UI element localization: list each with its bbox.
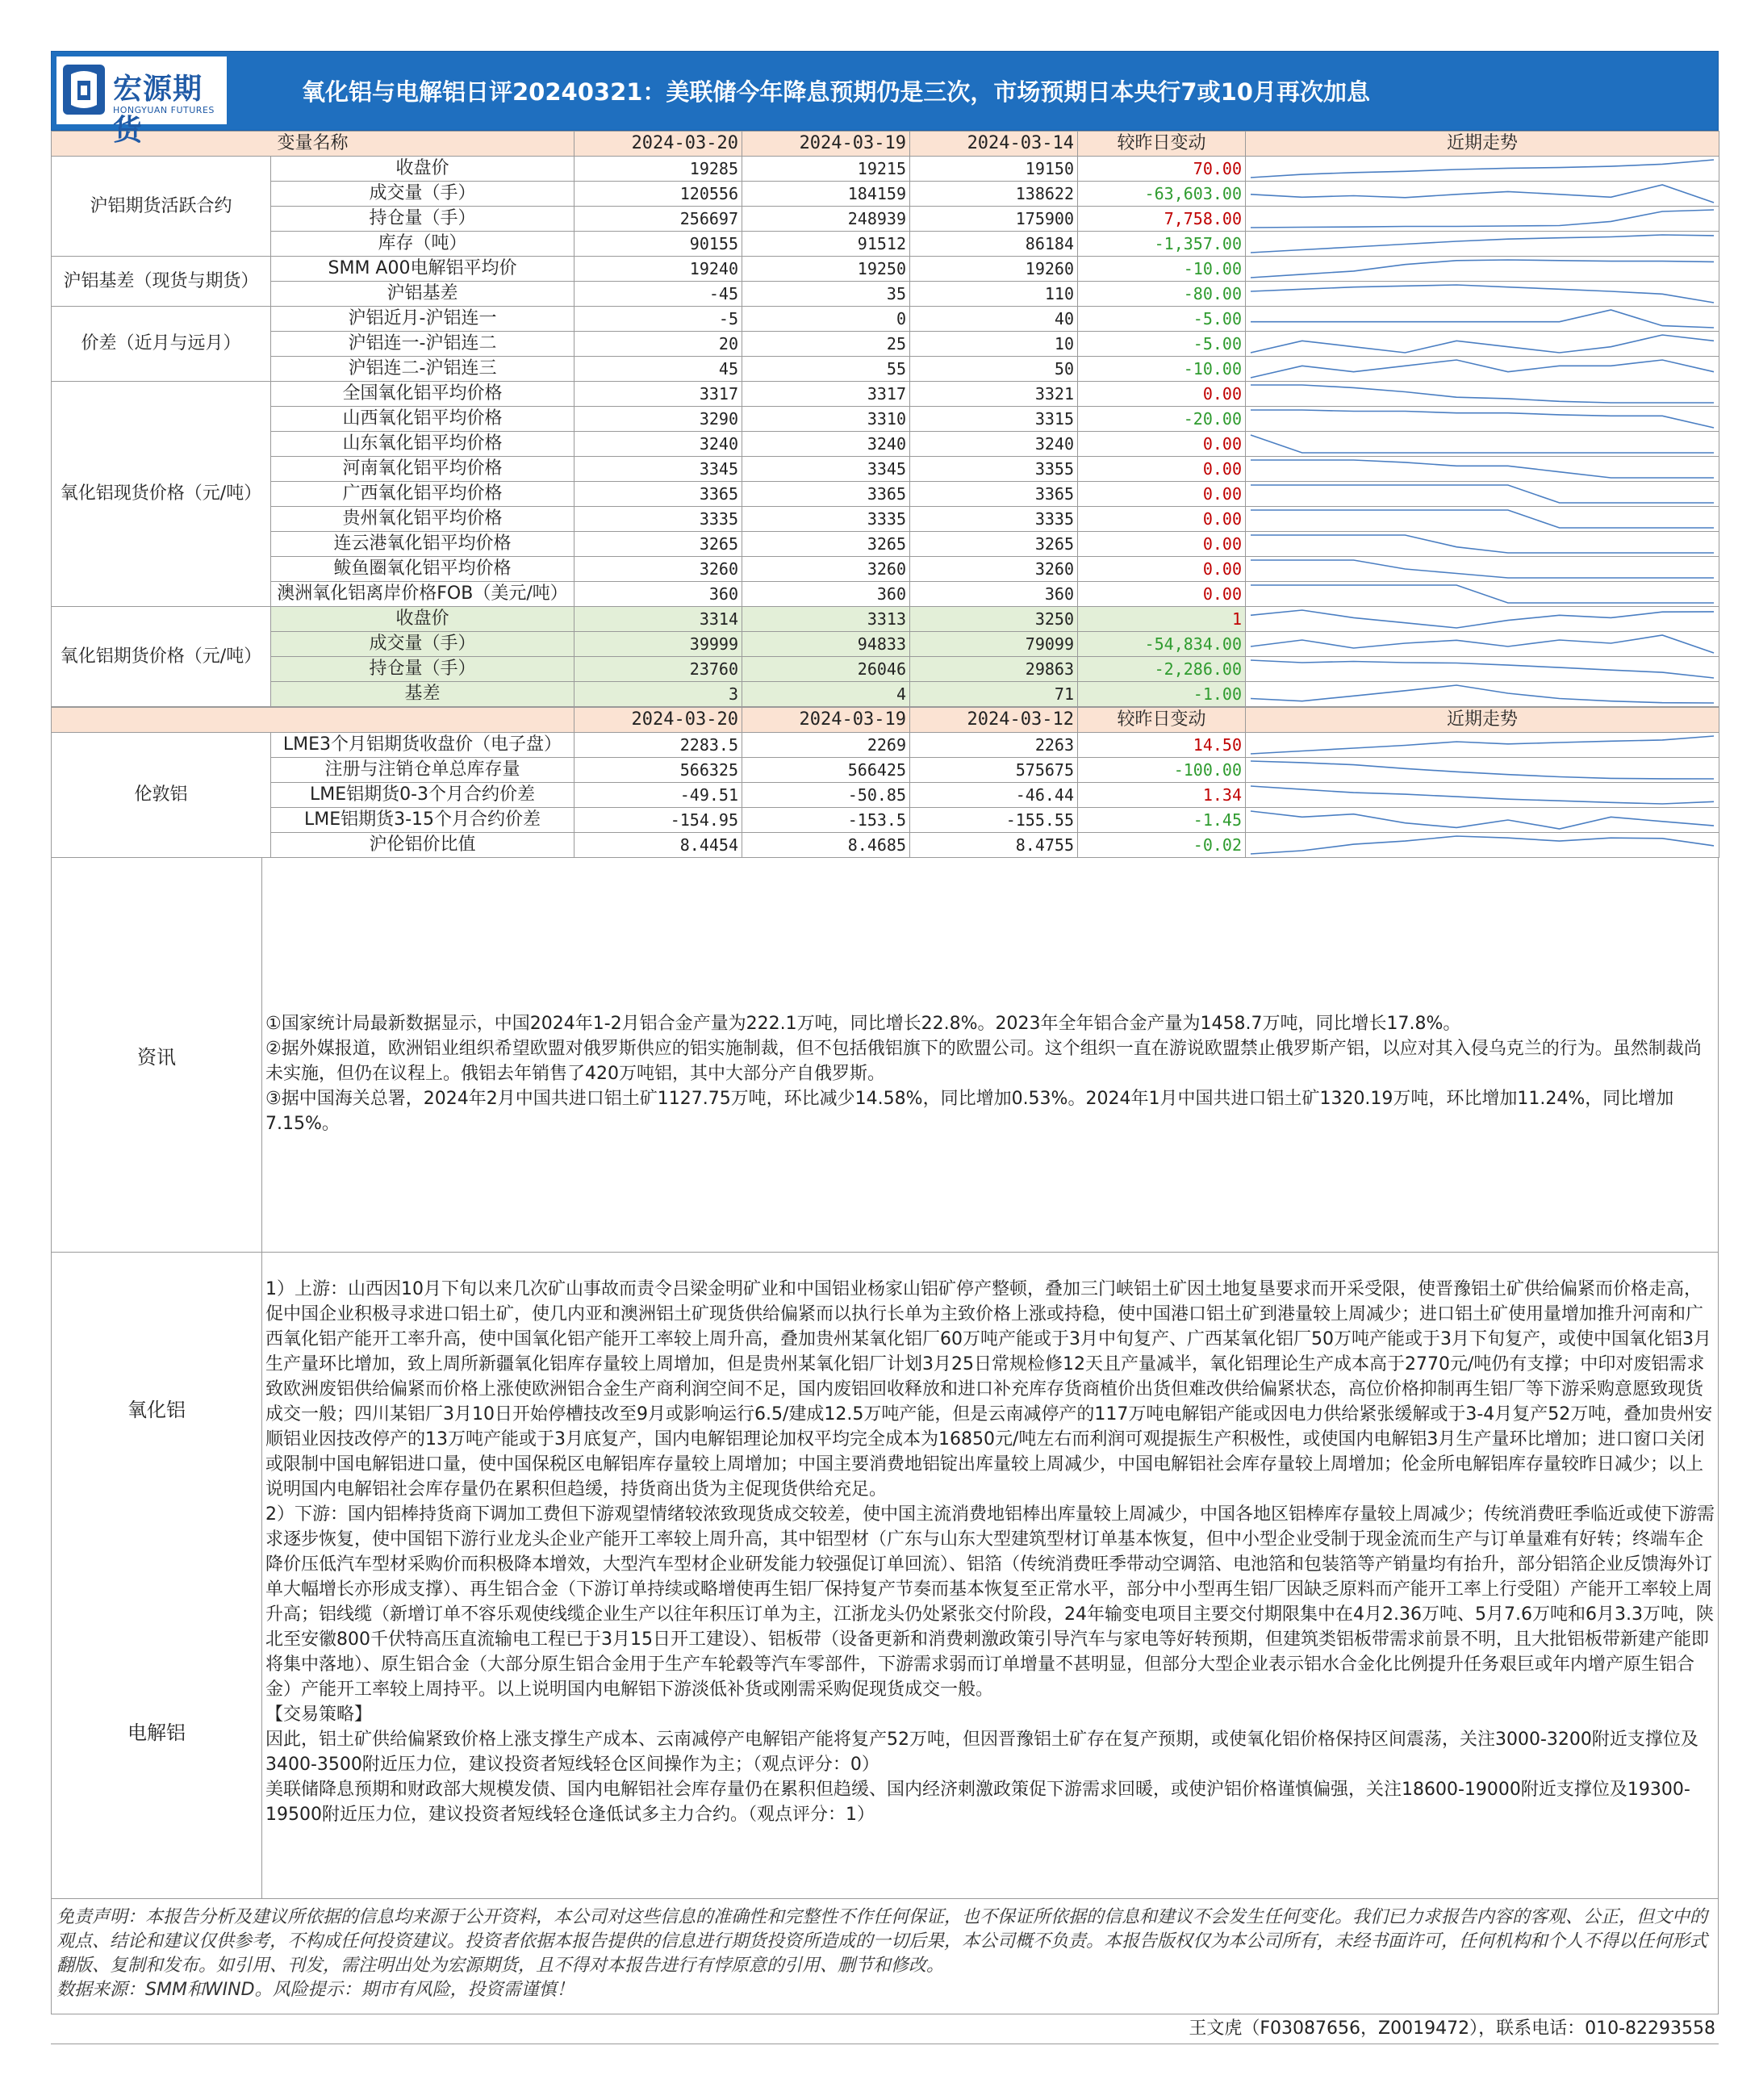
- variable-name: 注册与注销仓单总库存量: [271, 758, 574, 783]
- value-cell: 360: [910, 582, 1078, 607]
- value-cell: 3260: [742, 557, 910, 582]
- sparkline-chart: [1246, 482, 1719, 506]
- variable-name: 基差: [271, 682, 574, 707]
- sparkline-trend-line: [1251, 535, 1714, 553]
- sparkline-trend-line: [1251, 260, 1714, 278]
- sparkline-trend-line: [1251, 610, 1714, 628]
- table-row: [52, 532, 1719, 557]
- sparkline-trend-line: [1251, 585, 1714, 603]
- table-row: [52, 657, 1719, 682]
- trend-cell: [1246, 808, 1719, 833]
- disclaimer-text: 免责声明：本报告分析及建议所依据的信息均来源于公开资料，本公司对这些信息的准确性和完整性不作任何保证，也不保证所依据的信息和建议不会发生任何变化。我们已力求报告内容的客观、公正，但文中的观点、结论和建议仅供参考，不构成任何投资建议。投资者依据本报告提供的信息进行期货投资所造成的一切后果，本公司概不负责。本报告版权仅为本公司所有，未经书面许可，任何机构和个人不得以任何形式翻版、复制和发布。如引用、刊发，需注明出处为宏源期货，且不得对本报告进行有悖原意的引用、删节和修改。: [56, 1907, 1708, 1976]
- news-section: [51, 858, 1719, 1253]
- value-cell: 360: [742, 582, 910, 607]
- variable-name: 成交量（手）: [271, 632, 574, 657]
- trend-cell: [1246, 582, 1719, 607]
- analysis-body: [262, 1253, 1718, 1898]
- table-row: [52, 407, 1719, 432]
- value-cell: 3345: [574, 457, 742, 482]
- variable-name: 贵州氧化铝平均价格: [271, 507, 574, 532]
- sparkline-chart: [1246, 457, 1719, 481]
- variable-name: 成交量（手）: [271, 182, 574, 207]
- variable-name: 沪铝基差: [271, 282, 574, 307]
- table-header-row: [52, 132, 1719, 157]
- sparkline-chart: [1246, 157, 1719, 181]
- sparkline-chart: [1246, 582, 1719, 606]
- logo-mark-icon: [63, 65, 105, 115]
- trend-cell: [1246, 357, 1719, 382]
- change-cell: 0.00: [1078, 532, 1246, 557]
- sparkline-chart: [1246, 182, 1719, 206]
- market-data-table: [51, 131, 1719, 707]
- sparkline-trend-line: [1251, 210, 1714, 228]
- change-cell: -10.00: [1078, 257, 1246, 282]
- value-cell: -153.5: [742, 808, 910, 833]
- value-cell: 3335: [910, 507, 1078, 532]
- trend-cell: [1246, 733, 1719, 758]
- variable-name: 山东氧化铝平均价格: [271, 432, 574, 457]
- value-cell: 3335: [574, 507, 742, 532]
- table-row: [52, 783, 1719, 808]
- table-row: [52, 232, 1719, 257]
- sparkline-trend-line: [1251, 360, 1714, 378]
- header-date: 2024-03-19: [742, 132, 910, 157]
- group-label: 沪铝基差（现货与期货）: [52, 257, 271, 307]
- value-cell: 19240: [574, 257, 742, 282]
- value-cell: 39999: [574, 632, 742, 657]
- variable-name: 持仓量（手）: [271, 207, 574, 232]
- trend-cell: [1246, 182, 1719, 207]
- trend-cell: [1246, 457, 1719, 482]
- value-cell: 3310: [742, 407, 910, 432]
- table-row: [52, 758, 1719, 783]
- sparkline-chart: [1246, 657, 1719, 681]
- value-cell: 3: [574, 682, 742, 707]
- sparkline-chart: [1246, 257, 1719, 281]
- change-cell: 0.00: [1078, 432, 1246, 457]
- sparkline-chart: [1246, 833, 1719, 857]
- trend-cell: [1246, 407, 1719, 432]
- data-source: 数据来源：SMM和WIND。风险提示：期市有风险，投资需谨慎！: [56, 1980, 574, 2000]
- sparkline-chart: [1246, 682, 1719, 706]
- analyst-contact: 王文虎（F03087656，Z0019472），联系电话：010-82293558: [51, 2014, 1719, 2044]
- variable-name: 库存（吨）: [271, 232, 574, 257]
- report-page: [51, 51, 1719, 2044]
- table-row: [52, 607, 1719, 632]
- variable-name: 山西氧化铝平均价格: [271, 407, 574, 432]
- trend-cell: [1246, 607, 1719, 632]
- value-cell: 4: [742, 682, 910, 707]
- lme-data-table: [51, 707, 1719, 858]
- company-logo: [56, 56, 227, 147]
- strategy-heading: 【交易策略】: [265, 1705, 373, 1725]
- value-cell: 3260: [574, 557, 742, 582]
- analysis-section: [51, 1253, 1719, 1899]
- variable-name: 鲅鱼圈氧化铝平均价格: [271, 557, 574, 582]
- header-variable-name: 变量名称: [52, 132, 574, 157]
- value-cell: 19285: [574, 157, 742, 182]
- header-date: 2024-03-20: [574, 708, 742, 733]
- table-row: [52, 307, 1719, 332]
- trend-cell: [1246, 532, 1719, 557]
- variable-name: 沪铝连二-沪铝连三: [271, 357, 574, 382]
- value-cell: 8.4685: [742, 833, 910, 858]
- sparkline-chart: [1246, 232, 1719, 256]
- header-date: 2024-03-12: [910, 708, 1078, 733]
- value-cell: 26046: [742, 657, 910, 682]
- sparkline-trend-line: [1251, 736, 1714, 754]
- trend-cell: [1246, 557, 1719, 582]
- table-row: [52, 557, 1719, 582]
- variable-name: LME3个月铝期货收盘价（电子盘）: [271, 733, 574, 758]
- value-cell: 3355: [910, 457, 1078, 482]
- value-cell: -155.55: [910, 808, 1078, 833]
- variable-name: 连云港氧化铝平均价格: [271, 532, 574, 557]
- variable-name: 沪铝近月-沪铝连一: [271, 307, 574, 332]
- sparkline-chart: [1246, 532, 1719, 556]
- value-cell: 79099: [910, 632, 1078, 657]
- table-row: [52, 282, 1719, 307]
- change-cell: 7,758.00: [1078, 207, 1246, 232]
- header-change: 较昨日变动: [1078, 708, 1246, 733]
- aluminum-strategy: 美联储降息预期和财政部大规模发债、国内电解铝社会库存量仍在累积但趋缓、国内经济刺激政策促下游需求回暖，或使沪铝价格谨慎偏强，关注18600-19000附近支撑位及19300-19500附近压力位，建议投资者短线轻仓逢低试多主力合约。（观点评分：1）: [265, 1780, 1690, 1825]
- value-cell: -45: [574, 282, 742, 307]
- sparkline-trend-line: [1251, 660, 1714, 678]
- table-row: [52, 207, 1719, 232]
- change-cell: 0.00: [1078, 482, 1246, 507]
- value-cell: 175900: [910, 207, 1078, 232]
- table-row: [52, 632, 1719, 657]
- value-cell: 45: [574, 357, 742, 382]
- trend-cell: [1246, 207, 1719, 232]
- value-cell: -50.85: [742, 783, 910, 808]
- disclaimer: [51, 1899, 1719, 2014]
- sparkline-trend-line: [1251, 310, 1714, 328]
- value-cell: 94833: [742, 632, 910, 657]
- logo-text: 宏源期货: [113, 73, 203, 147]
- variable-name: 持仓量（手）: [271, 657, 574, 682]
- table-row: [52, 157, 1719, 182]
- trend-cell: [1246, 432, 1719, 457]
- value-cell: 40: [910, 307, 1078, 332]
- value-cell: 20: [574, 332, 742, 357]
- table-row: [52, 332, 1719, 357]
- value-cell: 3365: [742, 482, 910, 507]
- sparkline-chart: [1246, 557, 1719, 581]
- table-row: [52, 733, 1719, 758]
- group-label: 氧化铝期货价格（元/吨）: [52, 607, 271, 707]
- change-cell: -10.00: [1078, 357, 1246, 382]
- value-cell: 3365: [910, 482, 1078, 507]
- value-cell: 566425: [742, 758, 910, 783]
- value-cell: 120556: [574, 182, 742, 207]
- sparkline-trend-line: [1251, 435, 1714, 453]
- change-cell: -1.45: [1078, 808, 1246, 833]
- sparkline-chart: [1246, 607, 1719, 631]
- variable-name: SMM A00电解铝平均价: [271, 257, 574, 282]
- value-cell: -46.44: [910, 783, 1078, 808]
- change-cell: 0.00: [1078, 382, 1246, 407]
- report-title: 氧化铝与电解铝日评20240321：美联储今年降息预期仍是三次，市场预期日本央行7或10月再次加息: [302, 78, 1370, 106]
- value-cell: 0: [742, 307, 910, 332]
- sparkline-chart: [1246, 507, 1719, 531]
- sparkline-trend-line: [1251, 335, 1714, 353]
- table-row: [52, 457, 1719, 482]
- sparkline-chart: [1246, 733, 1719, 757]
- header-trend: 近期走势: [1246, 708, 1719, 733]
- table-row: [52, 357, 1719, 382]
- alumina-strategy: 因此，铝土矿供给偏紧致价格上涨支撑生产成本、云南减停产电解铝产能将复产52万吨，但因晋豫铝土矿存在复产预期，或使氧化铝价格保持区间震荡，关注3000-3200附近支撑位及3400-3500附近压力位，建议投资者短线轻仓区间操作为主；（观点评分：0）: [265, 1730, 1698, 1775]
- sparkline-chart: [1246, 407, 1719, 431]
- sparkline-trend-line: [1251, 811, 1714, 829]
- variable-name: 澳洲氧化铝离岸价格FOB（美元/吨）: [271, 582, 574, 607]
- value-cell: 566325: [574, 758, 742, 783]
- trend-cell: [1246, 783, 1719, 808]
- variable-name: 沪铝连一-沪铝连二: [271, 332, 574, 357]
- change-cell: -1,357.00: [1078, 232, 1246, 257]
- sparkline-chart: [1246, 357, 1719, 381]
- table-row: [52, 833, 1719, 858]
- value-cell: 3260: [910, 557, 1078, 582]
- value-cell: 3365: [574, 482, 742, 507]
- analysis-labels: [52, 1253, 262, 1898]
- trend-cell: [1246, 657, 1719, 682]
- change-cell: 0.00: [1078, 457, 1246, 482]
- sparkline-trend-line: [1251, 635, 1714, 653]
- trend-cell: [1246, 232, 1719, 257]
- value-cell: 23760: [574, 657, 742, 682]
- sparkline-trend-line: [1251, 761, 1714, 779]
- sparkline-chart: [1246, 332, 1719, 356]
- value-cell: 3321: [910, 382, 1078, 407]
- variable-name: LME铝期货0-3个月合约价差: [271, 783, 574, 808]
- table-row: [52, 482, 1719, 507]
- variable-name: 沪伦铝价比值: [271, 833, 574, 858]
- value-cell: 55: [742, 357, 910, 382]
- sparkline-trend-line: [1251, 235, 1714, 253]
- value-cell: 3290: [574, 407, 742, 432]
- table-row: [52, 382, 1719, 407]
- variable-name: 河南氧化铝平均价格: [271, 457, 574, 482]
- trend-cell: [1246, 332, 1719, 357]
- table-header-row: [52, 708, 1719, 733]
- group-label: 沪铝期货活跃合约: [52, 157, 271, 257]
- variable-name: 收盘价: [271, 607, 574, 632]
- change-cell: -0.02: [1078, 833, 1246, 858]
- news-label: 资讯: [52, 858, 262, 1252]
- value-cell: 19260: [910, 257, 1078, 282]
- change-cell: -5.00: [1078, 332, 1246, 357]
- value-cell: 2269: [742, 733, 910, 758]
- value-cell: 3240: [574, 432, 742, 457]
- group-label: 氧化铝现货价格（元/吨）: [52, 382, 271, 607]
- upstream-paragraph: 1）上游：山西因10月下旬以来几次矿山事故而责令吕梁金明矿业和中国铝业杨家山铝矿停产整顿，叠加三门峡铝土矿因土地复垦要求而开采受限，使晋豫铝土矿供给偏紧而价格走高，促中国企业积极寻求进口铝土矿，使几内亚和澳洲铝土矿现货供给偏紧而以执行长单为主致价格上涨或持稳，使中国港口铝土矿到港量较上周减少；进口铝土矿使用量增加推升河南和广西氧化铝产能开工率升高，使中国氧化铝产能开工率较上周升高，叠加贵州某氧化铝厂60万吨产能或于3月中旬复产、广西某氧化铝厂50万吨产能或于3月下旬复产，或使中国氧化铝3月生产量环比增加，致上周所新疆氧化铝库存量较上周增加，但是贵州某氧化铝厂计划3月25日常规检修12天且产量减半，氧化铝理论生产成本高于2770元/吨仍有支撑；中印对废铝需求致欧洲废铝供给偏紧而价格上涨使欧洲铝合金生产商利润空间不足，国内废铝回收释放和进口补充库存货商植价出货但难改供给偏紧状态，高位价格抑制再生铝厂等下游采购意愿致现货成交一般；四川某铝厂3月10日开始停槽技改至9月或影响运行6.5/建成12.5万吨产能，但是云南减停产的117万吨电解铝产能或因电力供给紧张缓解或于3-4月复产52万吨，叠加贵州安顺铝业因技改停产的13万吨产能或于3月底复产，国内电解铝理论加权平均完全成本为16850元/吨左右而利润可观提振生产积极性，或使国内电解铝3月生产量环比增加；进口窗口关闭或限制中国电解铝进口量，使中国保税区电解铝库存量较上周增加；中国主要消费地铝锭出库量较上周减少，中国电解铝社会库存量较上周增加；伦金所电解铝库存量较昨日减少；以上说明国内电解铝社会库存量仍在累积但趋缓，持货商出货为主促现货供给充足。: [265, 1279, 1713, 1500]
- trend-cell: [1246, 758, 1719, 783]
- sparkline-trend-line: [1251, 485, 1714, 503]
- sparkline-chart: [1246, 282, 1719, 306]
- value-cell: 256697: [574, 207, 742, 232]
- change-cell: -1.00: [1078, 682, 1246, 707]
- change-cell: -80.00: [1078, 282, 1246, 307]
- variable-name: 广西氧化铝平均价格: [271, 482, 574, 507]
- value-cell: 3317: [574, 382, 742, 407]
- value-cell: 3265: [574, 532, 742, 557]
- change-cell: -5.00: [1078, 307, 1246, 332]
- change-cell: -54,834.00: [1078, 632, 1246, 657]
- group-label: 价差（近月与远月）: [52, 307, 271, 382]
- trend-cell: [1246, 833, 1719, 858]
- change-cell: 0.00: [1078, 507, 1246, 532]
- sparkline-trend-line: [1251, 385, 1714, 403]
- sparkline-trend-line: [1251, 285, 1714, 303]
- trend-cell: [1246, 257, 1719, 282]
- sparkline-trend-line: [1251, 836, 1714, 854]
- sparkline-chart: [1246, 432, 1719, 456]
- trend-cell: [1246, 157, 1719, 182]
- value-cell: 8.4454: [574, 833, 742, 858]
- change-cell: -63,603.00: [1078, 182, 1246, 207]
- value-cell: 29863: [910, 657, 1078, 682]
- change-cell: 1: [1078, 607, 1246, 632]
- value-cell: 3313: [742, 607, 910, 632]
- sparkline-chart: [1246, 783, 1719, 807]
- value-cell: 138622: [910, 182, 1078, 207]
- news-item: ③据中国海关总署，2024年2月中国共进口铝土矿1127.75万吨，环比减少14.58%，同比增加0.53%。2024年1月中国共进口铝土矿1320.19万吨，环比增加11.24%，同比增加7.15%。: [265, 1089, 1674, 1134]
- value-cell: 3265: [742, 532, 910, 557]
- trend-cell: [1246, 507, 1719, 532]
- trend-cell: [1246, 632, 1719, 657]
- value-cell: -49.51: [574, 783, 742, 808]
- header-empty: [52, 708, 574, 733]
- table-row: [52, 507, 1719, 532]
- change-cell: 0.00: [1078, 582, 1246, 607]
- sparkline-trend-line: [1251, 560, 1714, 578]
- change-cell: 14.50: [1078, 733, 1246, 758]
- value-cell: 184159: [742, 182, 910, 207]
- sparkline-chart: [1246, 382, 1719, 406]
- value-cell: 8.4755: [910, 833, 1078, 858]
- sparkline-trend-line: [1251, 185, 1714, 203]
- table-row: [52, 432, 1719, 457]
- value-cell: 19250: [742, 257, 910, 282]
- table-row: [52, 182, 1719, 207]
- value-cell: 3250: [910, 607, 1078, 632]
- table-row: [52, 682, 1719, 707]
- header-date: 2024-03-20: [574, 132, 742, 157]
- news-body: [262, 858, 1718, 1252]
- value-cell: 110: [910, 282, 1078, 307]
- change-cell: -20.00: [1078, 407, 1246, 432]
- sparkline-trend-line: [1251, 786, 1714, 804]
- news-item: ②据外媒报道，欧洲铝业组织希望欧盟对俄罗斯供应的铝实施制裁，但不包括俄铝旗下的欧盟公司。这个组织一直在游说欧盟禁止俄罗斯产铝，以应对其入侵乌克兰的行为。虽然制裁尚未实施，但仍在议程上。俄铝去年销售了420万吨铝，其中大部分产自俄罗斯。: [265, 1039, 1702, 1084]
- value-cell: 3314: [574, 607, 742, 632]
- value-cell: 50: [910, 357, 1078, 382]
- header-date: 2024-03-19: [742, 708, 910, 733]
- sparkline-trend-line: [1251, 510, 1714, 528]
- downstream-paragraph: 2）下游：国内铝棒持货商下调加工费但下游观望情绪较浓致现货成交较差，使中国主流消费地铝棒出库量较上周减少，中国各地区铝棒库存量较上周减少；传统消费旺季临近或使下游需求逐步恢复，使中国铝下游行业龙头企业产能开工率较上周升高，其中铝型材（广东与山东大型建筑型材订单基本恢复，但中小型企业受制于现金流而生产与订单量难有好转；终端车企降价压低汽车型材采购价而积极降本增效，大型汽车型材企业研发能力较强促订单回流）、铝箔（传统消费旺季带动空调箔、电池箔和包装箔等产销量均有抬升，部分铝箔企业反馈海外订单大幅增长亦形成支撑）、再生铝合金（下游订单持续或略增使再生铝厂保持复产节奏而基本恢复至正常水平，部分中小型再生铝厂因缺乏原料而产能开工率上行受阻）产能开工率较上周升高；铝线缆（新增订单不容乐观使线缆企业生产以往年积压订单为主，江浙龙头仍处紧张交付阶段，24年输变电项目主要交付期限集中在4月2.36万吨、5月7.6万吨和6月3.3万吨，陕北至安徽800千伏特高压直流输电工程已于3月15日开工建设）、铝板带（设备更新和消费刺激政策引导汽车与家电等好转预期，但建筑类铝板带需求前景不明，且大批铝板带新建产能即将集中落地）、原生铝合金（大部分原生铝合金用于生产车轮毂等汽车零部件，下游需求弱而订单增量不甚明显，但部分大型企业表示铝水合金化比例提升任务艰巨或年内增产原生铝合金）产能开工率较上周持平。以上说明国内电解铝下游淡低补货或刚需采购促现货成交一般。: [265, 1504, 1715, 1700]
- change-cell: 0.00: [1078, 557, 1246, 582]
- aluminum-label: 电解铝: [127, 1721, 186, 1744]
- value-cell: 10: [910, 332, 1078, 357]
- variable-name: LME铝期货3-15个月合约价差: [271, 808, 574, 833]
- value-cell: -154.95: [574, 808, 742, 833]
- value-cell: 3335: [742, 507, 910, 532]
- table-row: [52, 582, 1719, 607]
- value-cell: -5: [574, 307, 742, 332]
- sparkline-chart: [1246, 632, 1719, 656]
- header-change: 较昨日变动: [1078, 132, 1246, 157]
- value-cell: 71: [910, 682, 1078, 707]
- group-label: 伦敦铝: [52, 733, 271, 858]
- value-cell: 575675: [910, 758, 1078, 783]
- value-cell: 3317: [742, 382, 910, 407]
- change-cell: -100.00: [1078, 758, 1246, 783]
- sparkline-trend-line: [1251, 460, 1714, 478]
- value-cell: 25: [742, 332, 910, 357]
- sparkline-trend-line: [1251, 685, 1714, 703]
- trend-cell: [1246, 282, 1719, 307]
- value-cell: 3345: [742, 457, 910, 482]
- sparkline-chart: [1246, 758, 1719, 782]
- value-cell: 90155: [574, 232, 742, 257]
- value-cell: 19150: [910, 157, 1078, 182]
- change-cell: 70.00: [1078, 157, 1246, 182]
- trend-cell: [1246, 382, 1719, 407]
- value-cell: 3315: [910, 407, 1078, 432]
- sparkline-chart: [1246, 307, 1719, 331]
- value-cell: 91512: [742, 232, 910, 257]
- value-cell: 35: [742, 282, 910, 307]
- sparkline-trend-line: [1251, 160, 1714, 178]
- table-row: [52, 257, 1719, 282]
- sparkline-trend-line: [1251, 410, 1714, 428]
- trend-cell: [1246, 682, 1719, 707]
- logo-subtitle: HONGYUAN FUTURES: [113, 105, 215, 115]
- value-cell: 19215: [742, 157, 910, 182]
- alumina-label: 氧化铝: [127, 1399, 186, 1421]
- value-cell: 360: [574, 582, 742, 607]
- header-date: 2024-03-14: [910, 132, 1078, 157]
- change-cell: 1.34: [1078, 783, 1246, 808]
- value-cell: 3240: [742, 432, 910, 457]
- trend-cell: [1246, 307, 1719, 332]
- trend-cell: [1246, 482, 1719, 507]
- sparkline-chart: [1246, 808, 1719, 832]
- change-cell: -2,286.00: [1078, 657, 1246, 682]
- value-cell: 3240: [910, 432, 1078, 457]
- table-row: [52, 808, 1719, 833]
- value-cell: 248939: [742, 207, 910, 232]
- value-cell: 2263: [910, 733, 1078, 758]
- value-cell: 2283.5: [574, 733, 742, 758]
- variable-name: 全国氧化铝平均价格: [271, 382, 574, 407]
- news-item: ①国家统计局最新数据显示，中国2024年1-2月铝合金产量为222.1万吨，同比增长22.8%。2023年全年铝合金产量为1458.7万吨，同比增长17.8%。: [265, 1014, 1461, 1034]
- value-cell: 86184: [910, 232, 1078, 257]
- variable-name: 收盘价: [271, 157, 574, 182]
- value-cell: 3265: [910, 532, 1078, 557]
- header-trend: 近期走势: [1246, 132, 1719, 157]
- sparkline-chart: [1246, 207, 1719, 231]
